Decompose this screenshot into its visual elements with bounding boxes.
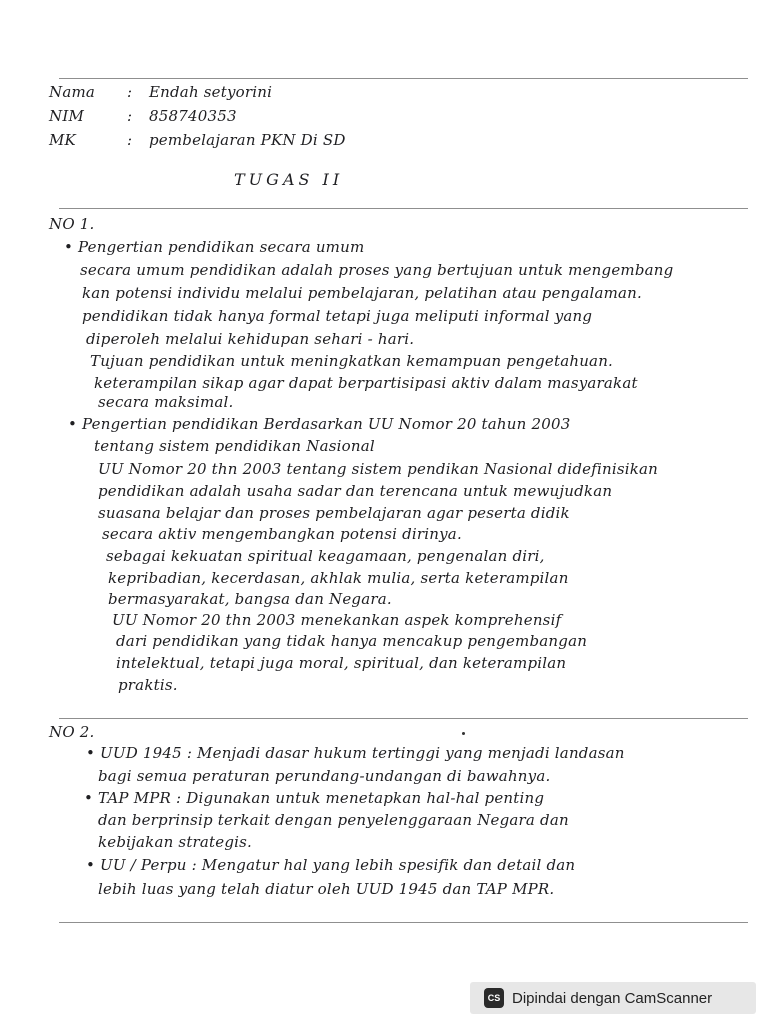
ink-dot: [462, 732, 465, 735]
text-line: Tujuan pendidikan untuk meningkatkan kemampuan pengetahuan.: [90, 352, 614, 370]
colon: :: [127, 107, 133, 125]
section-heading-no2: NO 2.: [49, 723, 95, 741]
text-line: pendidikan tidak hanya formal tetapi juga meliputi informal yang: [82, 307, 593, 325]
text-line: kebijakan strategis.: [98, 833, 253, 851]
text-line: bermasyarakat, bangsa dan Negara.: [108, 590, 392, 608]
text-line: • Pengertian pendidikan secara umum: [64, 238, 365, 256]
text-line: secara maksimal.: [98, 393, 234, 411]
nama-label: Nama: [49, 83, 96, 101]
colon: :: [127, 131, 133, 149]
notebook-page: [22, 0, 768, 1024]
text-line: kan potensi individu melalui pembelajaran, pelatihan atau pengalaman.: [82, 284, 643, 302]
text-line: UU Nomor 20 thn 2003 tentang sistem pendikan Nasional didefinisikan: [98, 460, 659, 478]
text-line: intelektual, tetapi juga moral, spiritual, dan keterampilan: [116, 654, 567, 672]
camscanner-watermark: [470, 982, 756, 1014]
ruled-line: [59, 78, 748, 79]
mk-value: pembelajaran PKN Di SD: [149, 131, 346, 149]
text-line: keterampilan sikap agar dapat berpartisipasi aktiv dalam masyarakat: [94, 374, 638, 392]
text-line: secara umum pendidikan adalah proses yang bertujuan untuk mengembang: [80, 261, 674, 279]
camscanner-icon: CS: [484, 988, 504, 1008]
nama-value: Endah setyorini: [149, 83, 273, 101]
text-line: sebagai kekuatan spiritual keagamaan, pengenalan diri,: [106, 547, 545, 565]
mk-label: MK: [49, 131, 76, 149]
colon: :: [127, 83, 133, 101]
page-title: TUGAS II: [234, 170, 344, 189]
header-nim: [49, 106, 237, 126]
text-line: pendidikan adalah usaha sadar dan terencana untuk mewujudkan: [98, 482, 613, 500]
text-line: secara aktiv mengembangkan potensi dirinya.: [102, 525, 462, 543]
header-nama: [49, 82, 272, 102]
ruled-line: [59, 718, 748, 719]
text-line: lebih luas yang telah diatur oleh UUD 1945 dan TAP MPR.: [98, 880, 555, 898]
text-line: • UU / Perpu : Mengatur hal yang lebih spesifik dan detail dan: [86, 856, 576, 874]
ruled-line: [59, 922, 748, 923]
camscanner-text: Dipindai dengan CamScanner: [512, 989, 713, 1007]
text-line: dari pendidikan yang tidak hanya mencakup pengembangan: [116, 632, 588, 650]
section-heading-no1: NO 1.: [49, 215, 95, 233]
text-line: dan berprinsip terkait dengan penyelenggaraan Negara dan: [98, 811, 569, 829]
ruled-line: [59, 208, 748, 209]
header-mk: [49, 130, 346, 150]
text-line: diperoleh melalui kehidupan sehari - hari.: [86, 330, 415, 348]
text-line: kepribadian, kecerdasan, akhlak mulia, serta keterampilan: [108, 569, 569, 587]
text-line: suasana belajar dan proses pembelajaran agar peserta didik: [98, 504, 570, 522]
text-line: • TAP MPR : Digunakan untuk menetapkan hal-hal penting: [84, 789, 545, 807]
text-line: UU Nomor 20 thn 2003 menekankan aspek komprehensif: [112, 611, 562, 629]
text-line: praktis.: [118, 676, 178, 694]
text-line: tentang sistem pendidikan Nasional: [94, 437, 375, 455]
nim-label: NIM: [49, 107, 85, 125]
text-line: • UUD 1945 : Menjadi dasar hukum tertinggi yang menjadi landasan: [86, 744, 625, 762]
text-line: bagi semua peraturan perundang-undangan di bawahnya.: [98, 767, 551, 785]
nim-value: 858740353: [149, 107, 237, 125]
text-line: • Pengertian pendidikan Berdasarkan UU Nomor 20 tahun 2003: [68, 415, 571, 433]
